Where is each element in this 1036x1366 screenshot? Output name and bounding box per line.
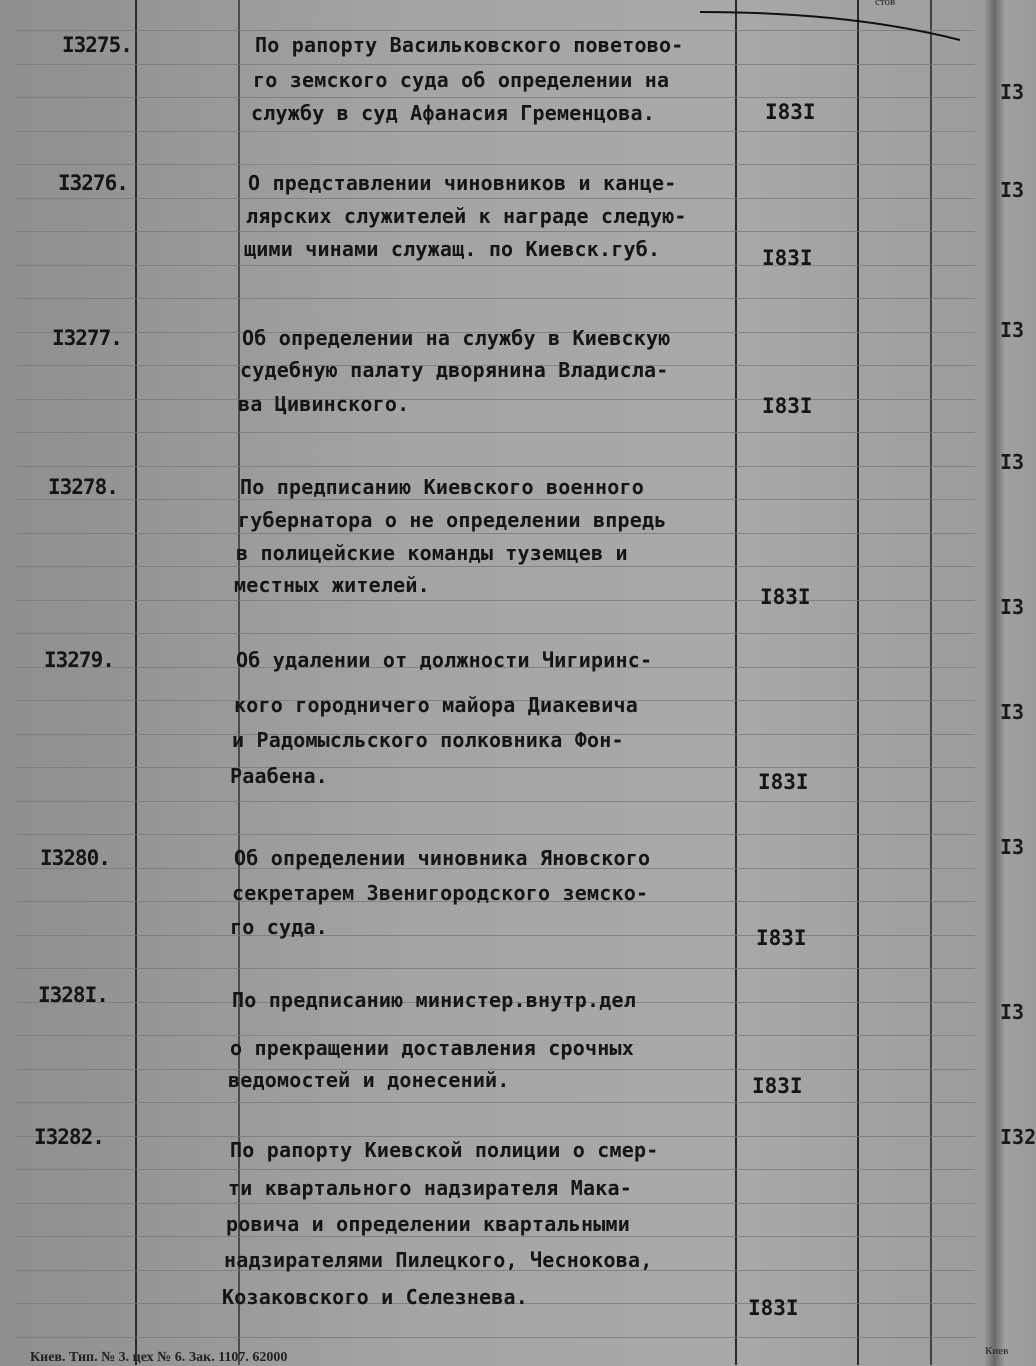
entry-text-line: местных жителей. — [234, 573, 430, 597]
header-rule — [700, 0, 1024, 40]
ruled-line — [15, 131, 975, 132]
ruled-line — [15, 466, 975, 467]
ruled-line — [15, 97, 975, 98]
printer-imprint: Киев. Тип. № 3. цех № 6. Зак. 1107. 62000 — [30, 1350, 288, 1365]
entry-text-line: ти квартального надзирателя Мака- — [228, 1176, 632, 1200]
entry-text-line: По рапорту Киевской полиции о смер- — [230, 1138, 659, 1162]
ruled-line — [15, 432, 975, 433]
entry-text-line: губернатора о не определении впредь — [238, 508, 667, 532]
ruled-line — [15, 1136, 975, 1137]
entry-text-line: Раабена. — [230, 764, 328, 788]
entry-number: I3279. — [44, 648, 114, 672]
entry-text-line: надзирателями Пилецкого, Чеснокова, — [224, 1248, 653, 1272]
entry-text-line: о прекращении доставления срочных — [230, 1036, 634, 1060]
ruled-line — [15, 231, 975, 232]
ruled-line — [15, 600, 975, 601]
entry-text-line: го суда. — [230, 915, 328, 939]
entry-text-line: По предписанию министер.внутр.дел — [232, 988, 636, 1012]
entry-number: I3280. — [40, 846, 110, 870]
entry-year: I83I — [758, 770, 809, 794]
entry-text-line: лярских служителей к награде следую- — [246, 204, 687, 228]
entry-text-line: го земского суда об определении на — [253, 68, 670, 92]
right-page-number-fragment: I32 — [1000, 1125, 1036, 1149]
entry-text-line: щими чинами служащ. по Киевск.губ. — [244, 237, 661, 261]
ruled-line — [15, 64, 975, 65]
ruled-line — [15, 1236, 975, 1237]
ruled-line — [15, 935, 975, 936]
entry-number: I328I. — [38, 983, 108, 1007]
ruled-line — [15, 1203, 975, 1204]
right-page-number-fragment: I3 — [1000, 595, 1025, 619]
ruled-line — [15, 1337, 975, 1338]
entry-text-line: Об определении на службу в Киевскую — [242, 326, 671, 350]
entry-year: I83I — [762, 246, 813, 270]
entry-text-line: судебную палату дворянина Владисла- — [240, 358, 669, 382]
header-fragment: стов — [875, 0, 896, 8]
ruled-line — [15, 298, 975, 299]
entry-text-line: службу в суд Афанасия Гременцова. — [251, 101, 655, 125]
ruled-line — [15, 834, 975, 835]
ruled-line — [15, 265, 975, 266]
entry-text-line: Об удалении от должности Чигиринс- — [236, 648, 653, 672]
ruled-line — [15, 968, 975, 969]
entry-number: I3277. — [52, 326, 122, 350]
column-rule — [135, 0, 137, 1365]
right-page-number-fragment: I3 — [1000, 700, 1025, 724]
right-page-number-fragment: I3 — [1000, 835, 1025, 859]
entry-text-line: По предписанию Киевского военного — [240, 475, 644, 499]
ruled-line — [15, 566, 975, 567]
ruled-line — [15, 164, 975, 165]
ruled-line — [15, 801, 975, 802]
entry-number: I3282. — [34, 1125, 104, 1149]
right-page-number-fragment: I3 — [1000, 450, 1025, 474]
entry-year: I83I — [756, 926, 807, 950]
entry-text-line: Об определении чиновника Яновского — [234, 846, 651, 870]
right-page-number-fragment: I3 — [1000, 178, 1025, 202]
entry-year: I83I — [762, 394, 813, 418]
column-rule — [857, 0, 859, 1365]
entry-number: I3276. — [58, 171, 128, 195]
entry-text-line: О представлении чиновников и канце- — [248, 171, 677, 195]
entry-number: I3278. — [48, 475, 118, 499]
ruled-line — [15, 198, 975, 199]
right-page-number-fragment: I3 — [1000, 318, 1025, 342]
entry-text-line: и Радомысльского полковника Фон- — [232, 728, 624, 752]
entry-text-line: ровича и определении квартальными — [226, 1212, 630, 1236]
entry-text-line: кого городничего майора Диакевича — [234, 693, 638, 717]
entry-year: I83I — [748, 1296, 799, 1320]
entry-number: I3275. — [62, 33, 132, 57]
ruled-line — [15, 399, 975, 400]
column-rule — [930, 0, 932, 1365]
ruled-line — [15, 533, 975, 534]
entry-text-line: в полицейские команды туземцев и — [236, 541, 628, 565]
entry-year: I83I — [760, 585, 811, 609]
column-rule — [735, 0, 737, 1365]
entry-text-line: Козаковского и Селезнева. — [222, 1285, 529, 1309]
right-page-number-fragment: I3 — [1000, 1000, 1025, 1024]
entry-text-line: ва Цивинского. — [238, 392, 410, 416]
printer-imprint-right: Киев — [985, 1345, 1009, 1357]
ruled-line — [15, 633, 975, 634]
entry-year: I83I — [752, 1074, 803, 1098]
entry-year: I83I — [765, 100, 816, 124]
entry-text-line: ведомостей и донесений. — [228, 1068, 510, 1092]
entry-text-line: По рапорту Васильковского поветово- — [255, 33, 684, 57]
entry-text-line: секретарем Звенигородского земско- — [232, 881, 649, 905]
right-page-number-fragment: I3 — [1000, 80, 1025, 104]
ruled-line — [15, 499, 975, 500]
ruled-line — [15, 1169, 975, 1170]
ruled-line — [15, 1102, 975, 1103]
ruled-line — [15, 767, 975, 768]
